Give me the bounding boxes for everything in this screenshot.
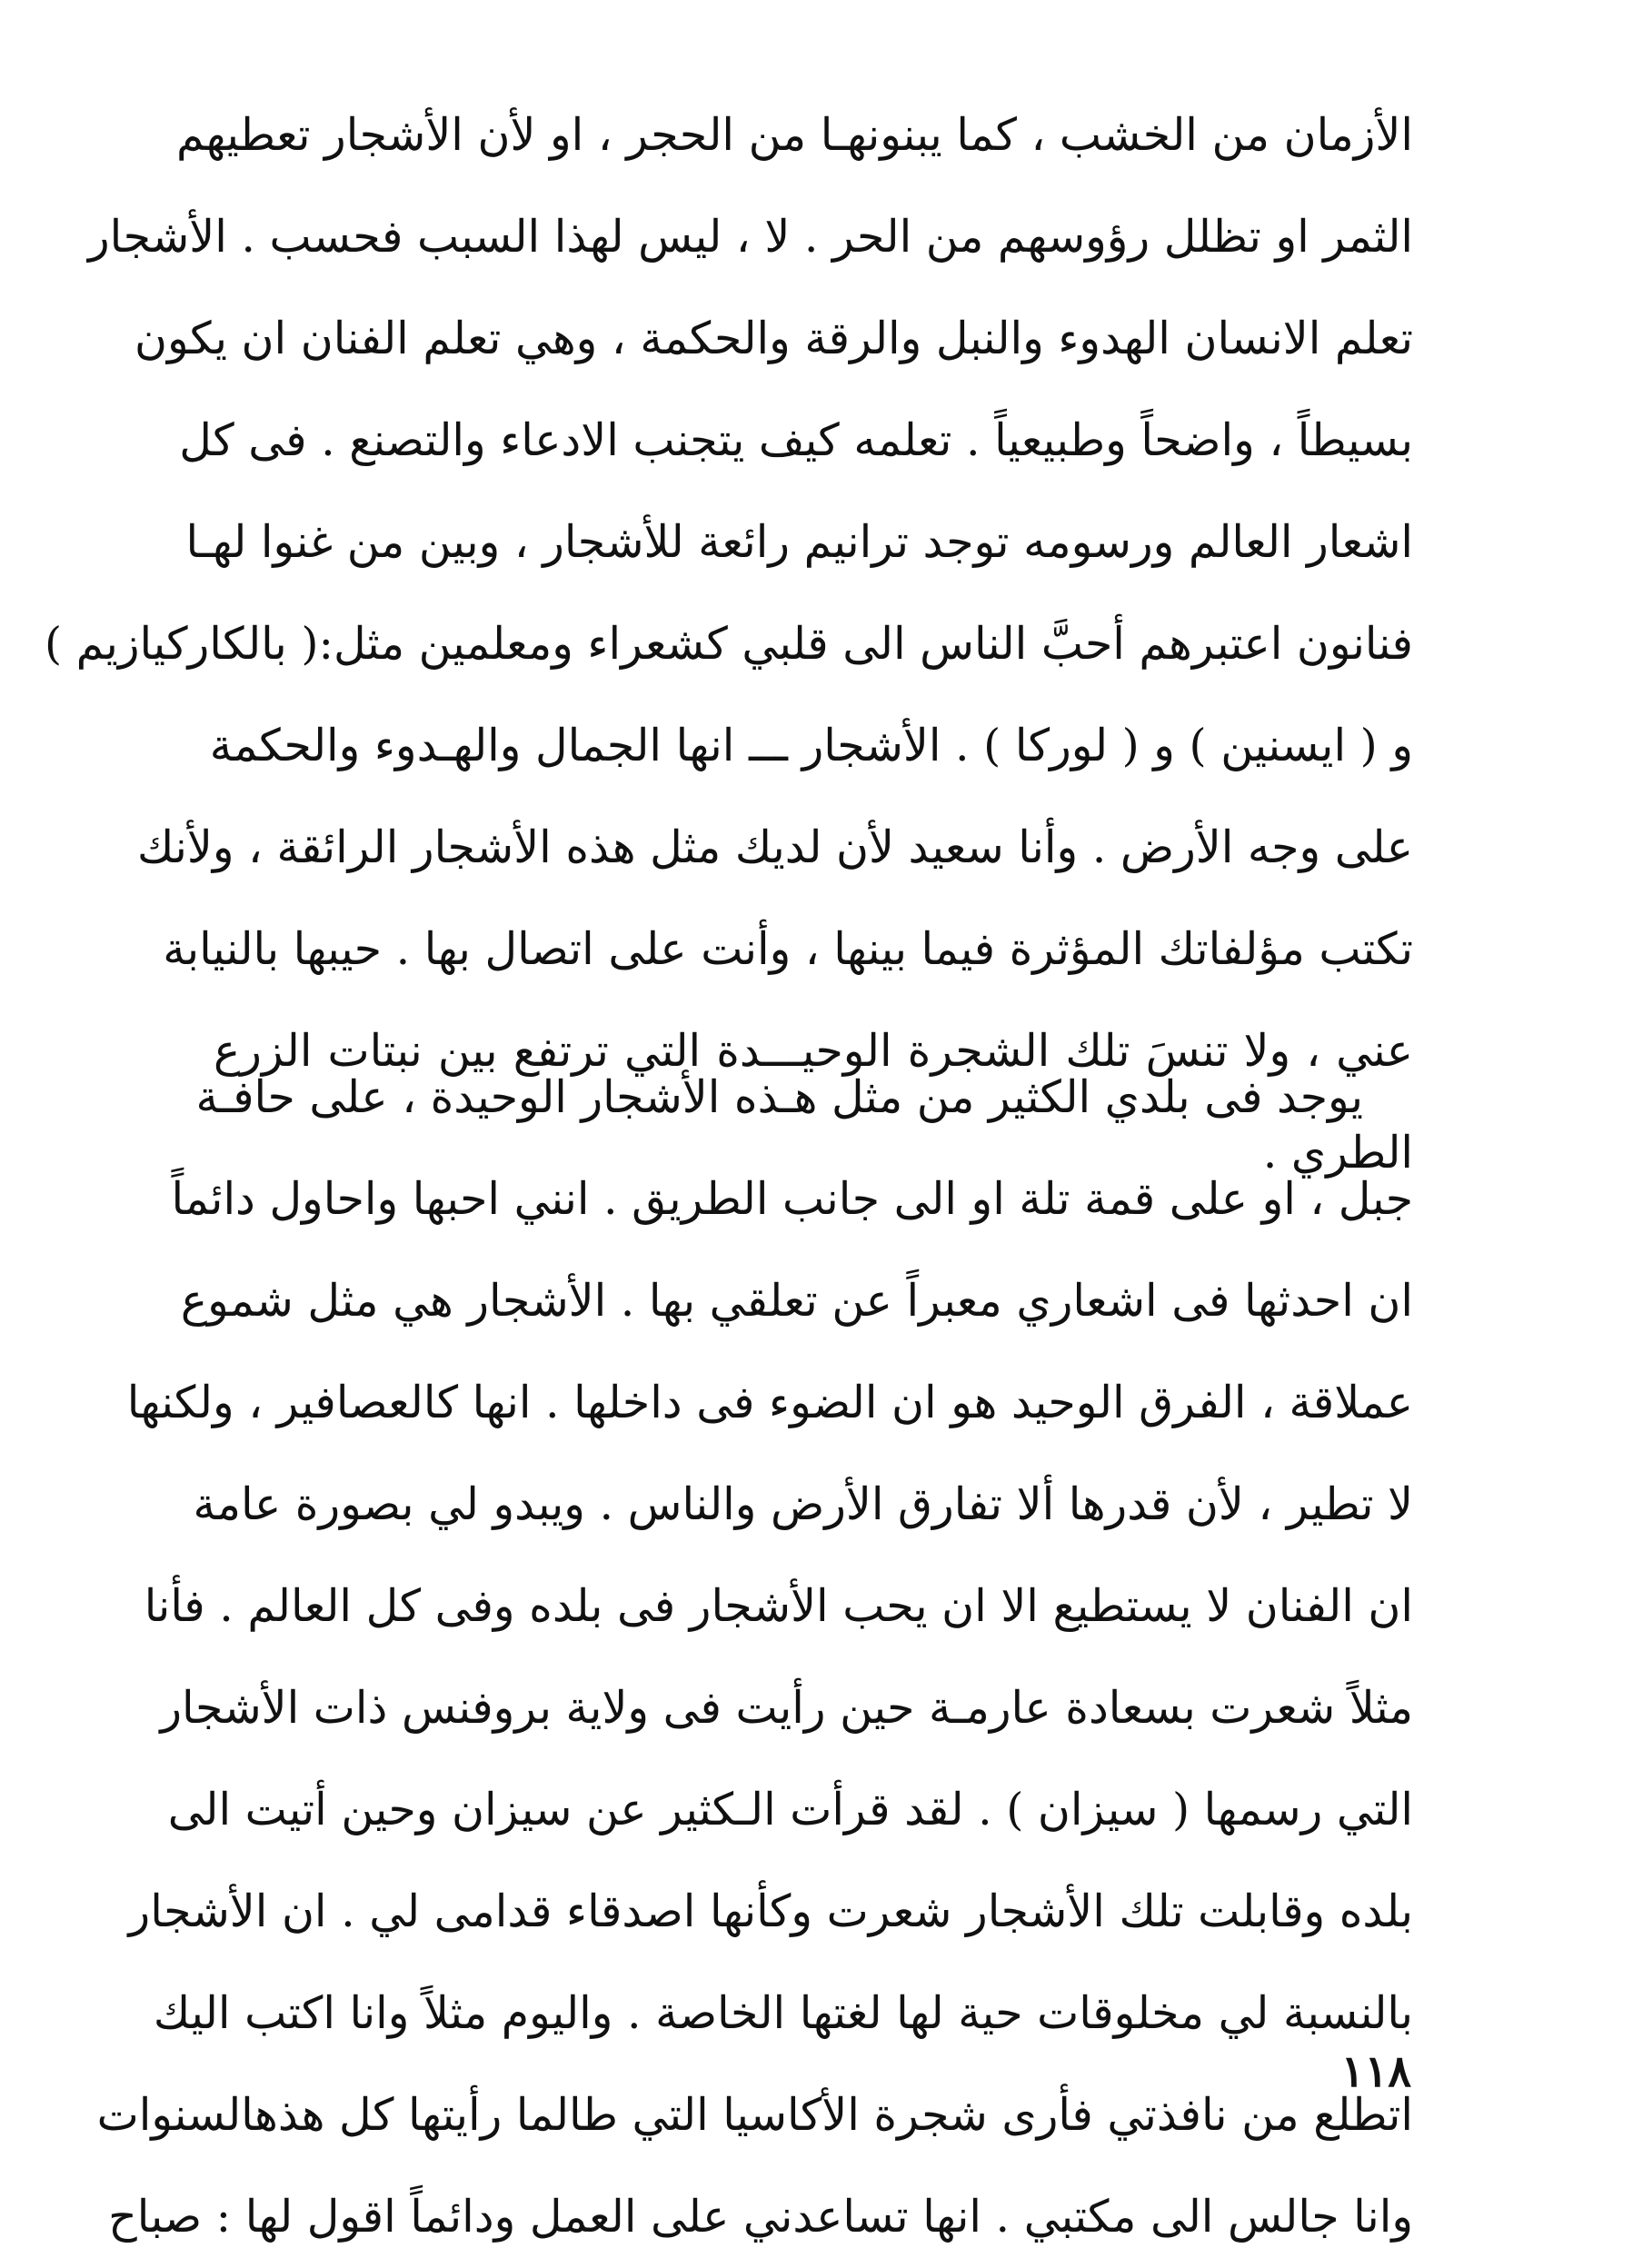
paragraph-1: [44, 85, 1413, 1204]
text-line: بلده وقابلت تلك الأشجار شعرت وكأنها اصدقاء قدامى لي . ان الأشجار: [128, 1885, 1413, 1937]
text-line: الطري .: [1262, 1127, 1413, 1179]
text-line: لا تطير ، لأن قدرها ألا تفارق الأرض والناس . ويبدو لي بصورة عامة: [193, 1478, 1413, 1530]
text-line: اشعار العالم ورسومه توجد ترانيم رائعة للأشجار ، وبين من غنوا لهـا: [185, 516, 1413, 568]
text-line: على وجه الأرض . وأنا سعيد لأن لديك مثل هذه الأشجار الرائقة ، ولأنك: [136, 821, 1413, 873]
text-line: الأزمان من الخشب ، كما يبنونهـا من الحجر ، او لأن الأشجار تعطيهم: [176, 109, 1413, 161]
text-line: مثلاً شعرت بسعادة عارمـة حين رأيت فى ولاية بروفنس ذات الأشجار: [160, 1682, 1413, 1734]
text-line: التي رسمها ( سيزان ) . لقد قرأت الـكثير عن سيزان وحين أتيت الى: [167, 1784, 1413, 1835]
text-line: ان الفنان لا يستطيع الا ان يحب الأشجار فى بلده وفى كل العالم . فأنا: [144, 1580, 1413, 1632]
text-line: تكتب مؤلفاتك المؤثرة فيما بينها ، وأنت على اتصال بها . حيبها بالنيابة: [163, 923, 1413, 975]
text-line: جبل ، او على قمة تلة او الى جانب الطريق . انني احبها واحاول دائماً: [171, 1173, 1413, 1225]
text-line: عني ، ولا تنسَ تلك الشجرة الوحيـــدة التي ترتفع بين نبتات الزرع: [214, 1025, 1413, 1077]
text-line: ان احدثها فى اشعاري معبراً عن تعلقي بها . الأشجار هي مثل شموع: [180, 1275, 1413, 1327]
text-line: بالنسبة لي مخلوقات حية لها لغتها الخاصة . واليوم مثلاً وانا اكتب اليك: [153, 1987, 1413, 2039]
paragraph-2: [96, 1047, 1413, 2268]
text-line: الثمر او تظلل رؤوسهم من الحر . لا ، ليس لهذا السبب فحسب . الأشجار: [87, 211, 1413, 263]
page-number: ١١٨: [1340, 2046, 1411, 2097]
text-line: وانا جالس الى مكتبي . انها تساعدني على العمل ودائماً اقول لها : صباح: [108, 2191, 1413, 2243]
text-line: عملاقة ، الفرق الوحيد هو ان الضوء فى داخلها . انها كالعصافير ، ولكنها: [126, 1377, 1413, 1428]
text-line: بسيطاً ، واضحاً وطبيعياً . تعلمه كيف يتجنب الادعاء والتصنع . فى كل: [179, 414, 1413, 466]
text-line: و ( ايسنين ) و ( لوركا ) . الأشجار ـــ انها الجمال والهـدوء والحكمة: [209, 720, 1413, 771]
text-line: فنانون اعتبرهم أحبَّ الناس الى قلبي كشعراء ومعلمين مثل:( بالكاركيازيم ): [44, 618, 1413, 670]
text-line: يوجد فى بلدي الكثير من مثل هـذه الأشجار الوحيدة ، على حافـة: [195, 1071, 1363, 1123]
text-line: تعلم الانسان الهدوء والنبل والرقة والحكمة ، وهي تعلم الفنان ان يكون: [134, 313, 1413, 364]
text-line: اتطلع من نافذتي فأرى شجرة الأكاسيا التي طالما رأيتها كل هذهالسنوات: [96, 2089, 1413, 2141]
